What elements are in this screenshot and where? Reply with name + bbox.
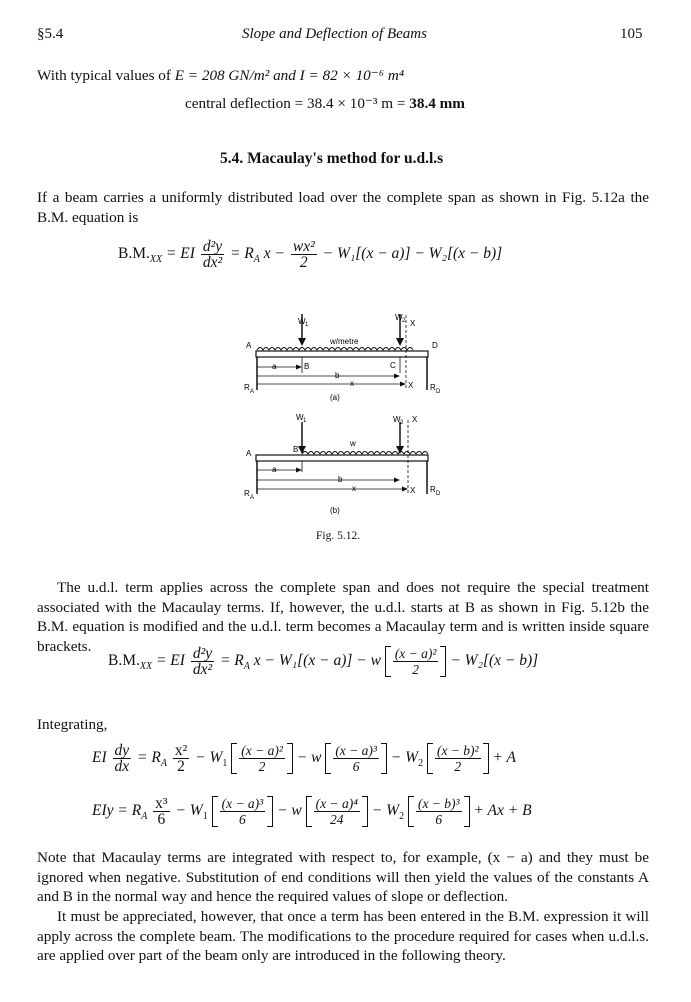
svg-text:A: A	[246, 341, 252, 350]
section-heading: 5.4. Macaulay's method for u.d.l.s	[220, 150, 444, 167]
svg-text:W: W	[298, 317, 306, 326]
beam-diagram-b	[244, 413, 441, 515]
svg-text:X: X	[410, 319, 416, 328]
equation-bm-1: $B.M._{XX}$ = EI $\frac{\text{d²y}}{\text{dx²}}$ = $R_A$ x − $\frac{\text{wx²}}{2}$ − W₁[(x − a)] − W₂[(x − b)]	[118, 238, 503, 271]
svg-text:2: 2	[402, 318, 406, 324]
svg-text:A: A	[250, 389, 255, 395]
figure-caption: Fig. 5.12.	[316, 530, 361, 542]
svg-text:w/metre: w/metre	[330, 337, 359, 346]
svg-text:1: 1	[303, 418, 307, 424]
figure-b-label: (b)	[330, 506, 340, 515]
intro-line-1	[37, 66, 404, 85]
figure-a-label: (a)	[330, 393, 340, 402]
svg-text:x: x	[350, 379, 354, 388]
svg-text:R: R	[244, 383, 250, 392]
fraction-d2y-dx2: $\frac{\text{d²y}}{\text{dx²}}$	[202, 238, 223, 271]
paragraph-3: Note that Macaulay terms are integrated with respect to, for example, (x − a) and they must be ignored when negative. Substitution of end conditions will then yield the values of the constants A and B in the normal way and hence the required values of slope or deflection.	[37, 849, 649, 905]
running-title: Slope and Deflection of Beams	[242, 26, 427, 42]
intro-prefix: With typical values of	[37, 67, 171, 84]
page-number: 105	[620, 26, 643, 42]
svg-text:W: W	[395, 313, 403, 322]
svg-text:B: B	[293, 445, 299, 454]
svg-text:X: X	[408, 381, 414, 390]
integrating-label: Integrating,	[37, 716, 108, 733]
svg-text:W: W	[296, 413, 304, 422]
section-number: §5.4	[37, 26, 64, 42]
svg-text:b: b	[338, 475, 343, 484]
svg-text:D: D	[436, 491, 441, 497]
svg-text:a: a	[272, 362, 277, 371]
svg-text:A: A	[250, 495, 255, 501]
svg-text:W: W	[393, 415, 401, 424]
svg-text:X: X	[412, 415, 418, 424]
svg-text:w: w	[350, 439, 356, 448]
svg-text:b: b	[335, 371, 340, 380]
svg-text:a: a	[272, 465, 277, 474]
svg-text:x: x	[352, 484, 356, 493]
intro-I-value: I = 82 × 10⁻⁶ m⁴	[299, 67, 405, 84]
svg-text:C: C	[390, 361, 396, 370]
equation-deflection: EIy = $R_A$ $\frac{\text{x³}}{6}$ − $W_1$ $\frac{\text{(x − a)³}}{6}$ − w $\frac{\text{(x − a)⁴}}{24}$ − $W_2$ $\frac{\text{(x − b)³}}{6}$ + Ax + B	[92, 795, 532, 828]
figure-5-12	[230, 310, 450, 520]
macaulay-bracket: $\frac{\text{(x − a)²}}{2}$	[385, 646, 447, 677]
svg-text:D: D	[436, 389, 441, 395]
intro-E-value: E = 208 GN/m² and	[174, 67, 296, 84]
svg-text:1: 1	[305, 322, 309, 328]
equation-slope: EI $\frac{dy}{dx}$ = $R_A$ $\frac{\text{x²}}{2}$ − $W_1$ $\frac{\text{(x − a)²}}{2}$ − w $\frac{\text{(x − a)³}}{6}$ − $W_2$ $\frac{\text{(x − b)²}}{2}$ + A	[92, 742, 516, 775]
svg-text:R: R	[430, 383, 436, 392]
intro-line-2	[185, 94, 465, 113]
paragraph-4: It must be appreciated, however, that once a term has been entered in the B.M. expression it will apply across the complete beam. The modifications to the procedure required for cases when u.d.l.s. are applied over part of the beam only are introduced in the following theory.	[37, 908, 649, 964]
svg-text:D: D	[432, 341, 438, 350]
svg-text:R: R	[244, 489, 250, 498]
svg-text:2: 2	[400, 420, 404, 426]
svg-text:B: B	[304, 362, 310, 371]
central-deflection-result: 38.4 mm	[409, 95, 465, 112]
beam-diagram-a	[244, 313, 441, 402]
paragraph-1: If a beam carries a uniformly distributed load over the complete span as shown in Fig. 5.12a the B.M. equation is	[37, 189, 649, 226]
svg-text:R: R	[430, 485, 436, 494]
svg-text:A: A	[246, 449, 252, 458]
svg-text:X: X	[410, 486, 416, 495]
equation-bm-2: $B.M._{XX}$ = EI $\frac{\text{d²y}}{\text{dx²}}$ = $R_A$ x − W₁[(x − a)] − w $\frac{\text{(x − a)²}}{2}$ − W₂[(x − b)]	[108, 645, 539, 678]
paragraph-2: The u.d.l. term applies across the complete span and does not require the special treatment associated with the Macaulay terms. If, however, the u.d.l. starts at B as shown in Fig. 5.12b the B.M. equation is modified and the u.d.l. term becomes a Macaulay term and is written inside square brackets.	[37, 579, 649, 655]
fraction-wx2-2: $\frac{\text{wx²}}{2}$	[292, 238, 315, 271]
central-deflection-text: central deflection = 38.4 × 10⁻³ m =	[185, 95, 406, 112]
